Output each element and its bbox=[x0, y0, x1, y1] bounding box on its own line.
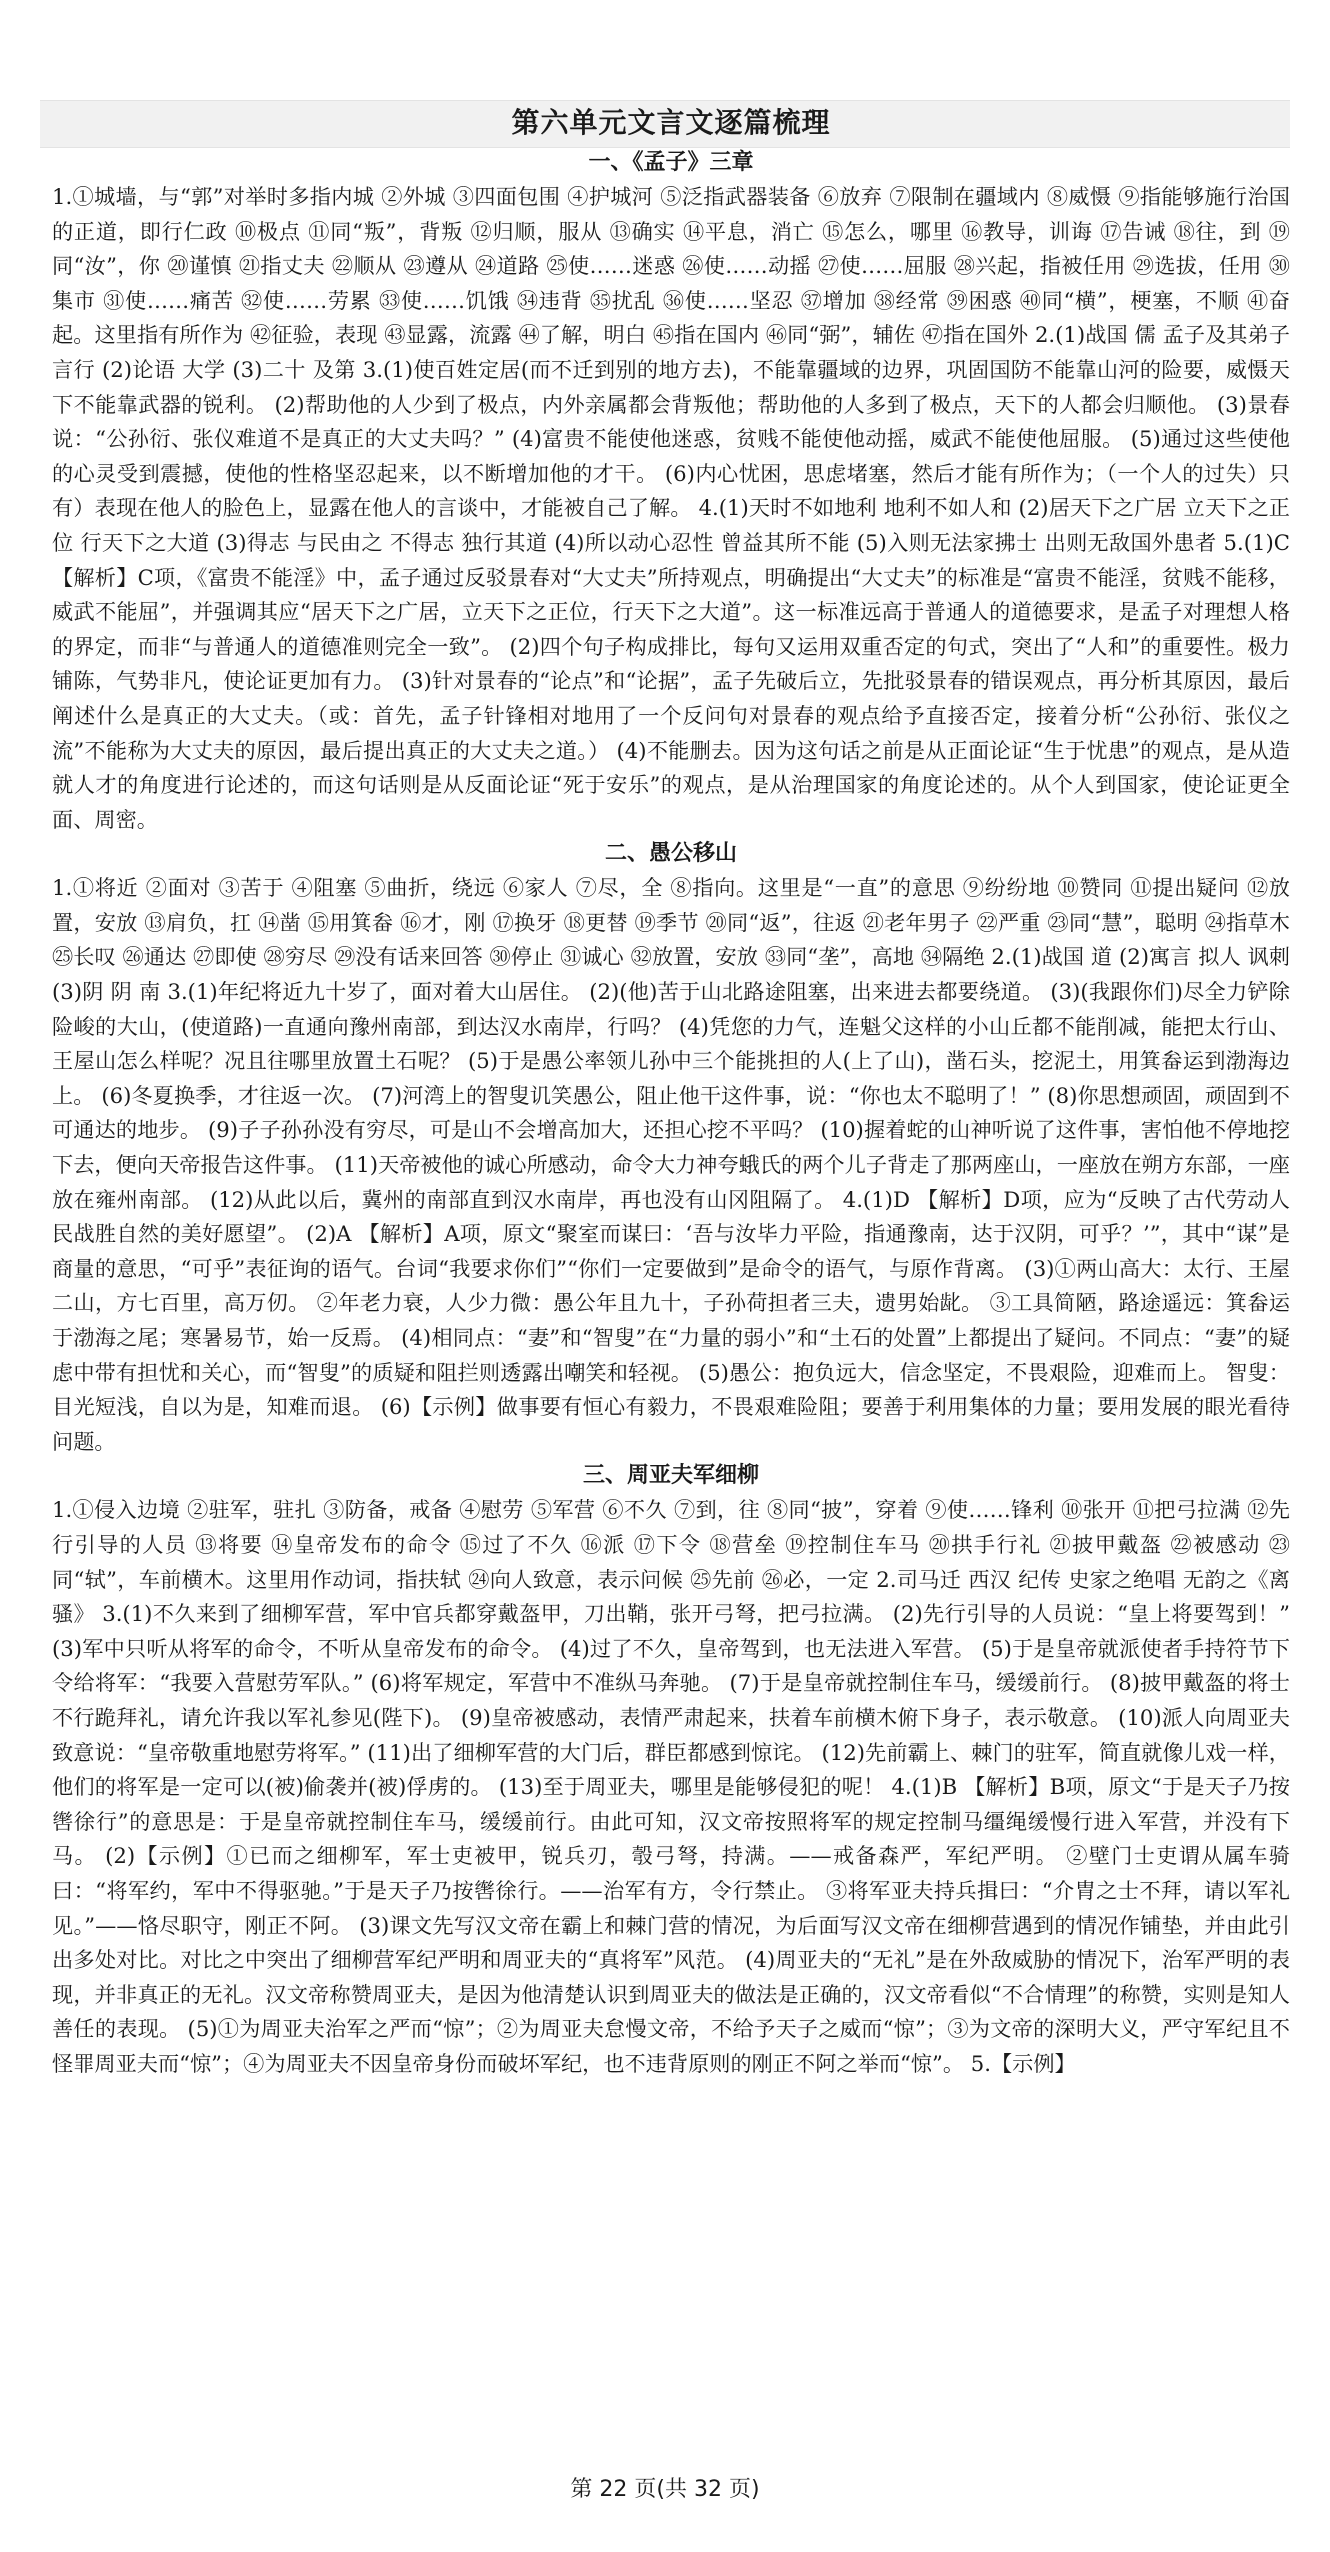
section-body-yugong: 1.①将近 ②面对 ③苦于 ④阻塞 ⑤曲折，绕远 ⑥家人 ⑦尽，全 ⑧指向。这里是“一直”的意思 ⑨纷纷地 ⑩赞同 ⑪提出疑问 ⑫放置，安放 ⑬肩负，扛 ⑭凿 ⑮用箕畚 ⑯才，刚 ⑰换牙 ⑱更替 ⑲季节 ⑳同“返”，往返 ㉑老年男子 ㉒严重 ㉓同“慧”，聪明 ㉔指草木 ㉕长叹 ㉖通达 ㉗即使 ㉘穷尽 ㉙没有话来回答 ㉚停止 ㉛诚心 ㉜放置，安放 ㉝同“垄”，高地 ㉞隔绝 2.(1)战国 道 (2)寓言 拟人 讽刺 (3)阴 阴 南 3.(1)年纪将近九十岁了，面对着大山居住。 (2)(他)苦于山北路途阻塞，出来进去都要绕道。 (3)(我跟你们)尽全力铲除险峻的大山，(使道路)一直通向豫州南部，到达汉水南岸，行吗？ (4)凭您的力气，连魁父这样的小山丘都不能削减，能把太行山、王屋山怎么样呢？况且往哪里放置土石呢？ (5)于是愚公率领儿孙中三个能挑担的人(上了山)，凿石头，挖泥土，用箕畚运到渤海边上。 (6)冬夏换季，才往返一次。 (7)河湾上的智叟讥笑愚公，阻止他干这件事，说：“你也太不聪明了！” (8)你思想顽固，顽固到不可通达的地步。 (9)子子孙孙没有穷尽，可是山不会增高加大，还担心挖不平吗？ (10)握着蛇的山神听说了这件事，害怕他不停地挖下去，便向天帝报告这件事。 (11)天帝被他的诚心所感动，命令大力神夸蛾氏的两个儿子背走了那两座山，一座放在朔方东部，一座放在雍州南部。 (12)从此以后，冀州的南部直到汉水南岸，再也没有山冈阻隔了。 4.(1)D 【解析】D项，应为“反映了古代劳动人民战胜自然的美好愿望”。 (2)A 【解析】A项，原文“聚室而谋曰：‘吾与汝毕力平险，指通豫南，达于汉阴，可乎？’”，其中“谋”是商量的意思，“可乎”表征询的语气。台词“我要求你们”“你们一定要做到”是命令的语气，与原作背离。 (3)①两山高大：太行、王屋二山，方七百里，高万仞。 ②年老力衰，人少力微：愚公年且九十，子孙荷担者三夫，遗男始龀。 ③工具简陋，路途遥远：箕畚运于渤海之尾；寒暑易节，始一反焉。 (4)相同点：“妻”和“智叟”在“力量的弱小”和“土石的处置”上都提出了疑问。不同点：“妻”的疑虑中带有担忧和关心，而“智叟”的质疑和阻拦则透露出嘲笑和轻视。 (5)愚公：抱负远大，信念坚定，不畏艰险，迎难而上。 智叟：目光短浅，自以为是，知难而退。 (6)【示例】做事要有恒心有毅力，不畏艰难险阻；要善于利用集体的力量；要用发展的眼光看待问题。 bbox=[52, 875, 1290, 1454]
section-body-mencius: 1.①城墙，与“郭”对举时多指内城 ②外城 ③四面包围 ④护城河 ⑤泛指武器装备 ⑥放弃 ⑦限制在疆域内 ⑧威慑 ⑨指能够施行治国的正道，即行仁政 ⑩极点 ⑪同“叛”，背叛 ⑫归顺，服从 ⑬确实 ⑭平息，消亡 ⑮怎么，哪里 ⑯教导，训诲 ⑰告诫 ⑱往，到 ⑲同“汝”，你 ⑳谨慎 ㉑指丈夫 ㉒顺从 ㉓遵从 ㉔道路 ㉕使……迷惑 ㉖使……动摇 ㉗使……屈服 ㉘兴起，指被任用 ㉙选拔，任用 ㉚集市 ㉛使……痛苦 ㉜使……劳累 ㉝使……饥饿 ㉞违背 ㉟扰乱 ㊱使……坚忍 ㊲增加 ㊳经常 ㊴困惑 ㊵同“横”，梗塞，不顺 ㊶奋起。这里指有所作为 ㊷征验，表现 ㊸显露，流露 ㊹了解，明白 ㊺指在国内 ㊻同“弼”，辅佐 ㊼指在国外 2.(1)战国 儒 孟子及其弟子言行 (2)论语 大学 (3)二十 及第 3.(1)使百姓定居(而不迁到别的地方去)，不能靠疆域的边界，巩固国防不能靠山河的险要，威慑天下不能靠武器的锐利。 (2)帮助他的人少到了极点，内外亲属都会背叛他；帮助他的人多到了极点，天下的人都会归顺他。 (3)景春说：“公孙衍、张仪难道不是真正的大丈夫吗？” (4)富贵不能使他迷惑，贫贱不能使他动摇，威武不能使他屈服。 (5)通过这些使他的心灵受到震撼，使他的性格坚忍起来，以不断增加他的才干。 (6)内心忧困，思虑堵塞，然后才能有所作为；（一个人的过失）只有）表现在他人的脸色上，显露在他人的言谈中，才能被自己了解。 4.(1)天时不如地利 地利不如人和 (2)居天下之广居 立天下之正位 行天下之大道 (3)得志 与民由之 不得志 独行其道 (4)所以动心忍性 曾益其所不能 (5)入则无法家拂士 出则无敌国外患者 5.(1)C 【解析】C项，《富贵不能淫》中，孟子通过反驳景春对“大丈夫”所持观点，明确提出“大丈夫”的标准是“富贵不能淫，贫贱不能移，威武不能屈”，并强调其应“居天下之广居，立天下之正位，行天下之大道”。这一标准远高于普通人的道德要求，是孟子对理想人格的界定，而非“与普通人的道德准则完全一致”。 (2)四个句子构成排比，每句又运用双重否定的句式，突出了“人和”的重要性。极力铺陈，气势非凡，使论证更加有力。 (3)针对景春的“论点”和“论据”，孟子先破后立，先批驳景春的错误观点，再分析其原因，最后阐述什么是真正的大丈夫。（或：首先，孟子针锋相对地用了一个反问句对景春的观点给予直接否定，接着分析“公孙衍、张仪之流”不能称为大丈夫的原因，最后提出真正的大丈夫之道。） (4)不能删去。因为这句话之前是从正面论证“生于忧患”的观点，是从造就人才的角度进行论述的，而这句话则是从反面论证“死于安乐”的观点，是从治理国家的角度论述的。从个人到国家，使论证更全面、周密。 bbox=[52, 184, 1290, 832]
page-number: 第 22 页(共 32 页) bbox=[570, 2477, 760, 2502]
section-body-zhouyafu: 1.①侵入边境 ②驻军，驻扎 ③防备，戒备 ④慰劳 ⑤军营 ⑥不久 ⑦到，往 ⑧同“披”，穿着 ⑨使……锋利 ⑩张开 ⑪把弓拉满 ⑫先行引导的人员 ⑬将要 ⑭皇帝发布的命令 ⑮过了不久 ⑯派 ⑰下令 ⑱营垒 ⑲控制住车马 ⑳拱手行礼 ㉑披甲戴盔 ㉒被感动 ㉓同“轼”，车前横木。这里用作动词，指扶轼 ㉔向人致意，表示问候 ㉕先前 ㉖必，一定 2.司马迁 西汉 纪传 史家之绝唱 无韵之《离骚》 3.(1)不久来到了细柳军营，军中官兵都穿戴盔甲，刀出鞘，张开弓弩，把弓拉满。 (2)先行引导的人员说：“皇上将要驾到！” (3)军中只听从将军的命令，不听从皇帝发布的命令。 (4)过了不久，皇帝驾到，也无法进入军营。 (5)于是皇帝就派使者手持符节下令给将军：“我要入营慰劳军队。” (6)将军规定，军营中不准纵马奔驰。 (7)于是皇帝就控制住车马，缓缓前行。 (8)披甲戴盔的将士不行跪拜礼，请允许我以军礼参见(陛下)。 (9)皇帝被感动，表情严肃起来，扶着车前横木俯下身子，表示敬意。 (10)派人向周亚夫致意说：“皇帝敬重地慰劳将军。” (11)出了细柳军营的大门后，群臣都感到惊诧。 (12)先前霸上、棘门的驻军，简直就像儿戏一样，他们的将军是一定可以(被)偷袭并(被)俘虏的。 (13)至于周亚夫，哪里是能够侵犯的呢！ 4.(1)B 【解析】B项，原文“于是天子乃按辔徐行”的意思是：于是皇帝就控制住车马，缓缓前行。由此可知，汉文帝按照将军的规定控制马缰绳缓慢行进入军营，并没有下马。 (2)【示例】①已而之细柳军，军士吏被甲，锐兵刃，彀弓弩，持满。——戒备森严，军纪严明。 ②壁门士吏谓从属车骑曰：“将军约，军中不得驱驰。”于是天子乃按辔徐行。——治军有方，令行禁止。 ③将军亚夫持兵揖曰：“介胄之士不拜，请以军礼见。”——恪尽职守，刚正不阿。 (3)课文先写汉文帝在霸上和棘门营的情况，为后面写汉文帝在细柳营遇到的情况作铺垫，并由此引出多处对比。对比之中突出了细柳营军纪严明和周亚夫的“真将军”风范。 (4)周亚夫的“无礼”是在外敌威胁的情况下，治军严明的表现，并非真正的无礼。汉文帝称赞周亚夫，是因为他清楚认识到周亚夫的做法是正确的，汉文帝看似“不合情理”的称赞，实则是知人善任的表现。 (5)①为周亚夫治军之严而“惊”；②为周亚夫怠慢文帝，不给予天子之威而“惊”；③为文帝的深明大义，严守军纪且不怪罪周亚夫而“惊”；④为周亚夫不因皇帝身份而破坏军纪，也不违背原则的刚正不阿之举而“惊”。 5.【示例】 bbox=[52, 1497, 1290, 2076]
document-title: 第六单元文言文逐篇梳理 bbox=[511, 106, 831, 139]
section-heading-mencius: 一、《孟子》三章 bbox=[588, 150, 754, 175]
section-heading-zhouyafu: 三、周亚夫军细柳 bbox=[582, 1463, 759, 1489]
section-heading-yugong: 二、愚公移山 bbox=[604, 841, 737, 867]
